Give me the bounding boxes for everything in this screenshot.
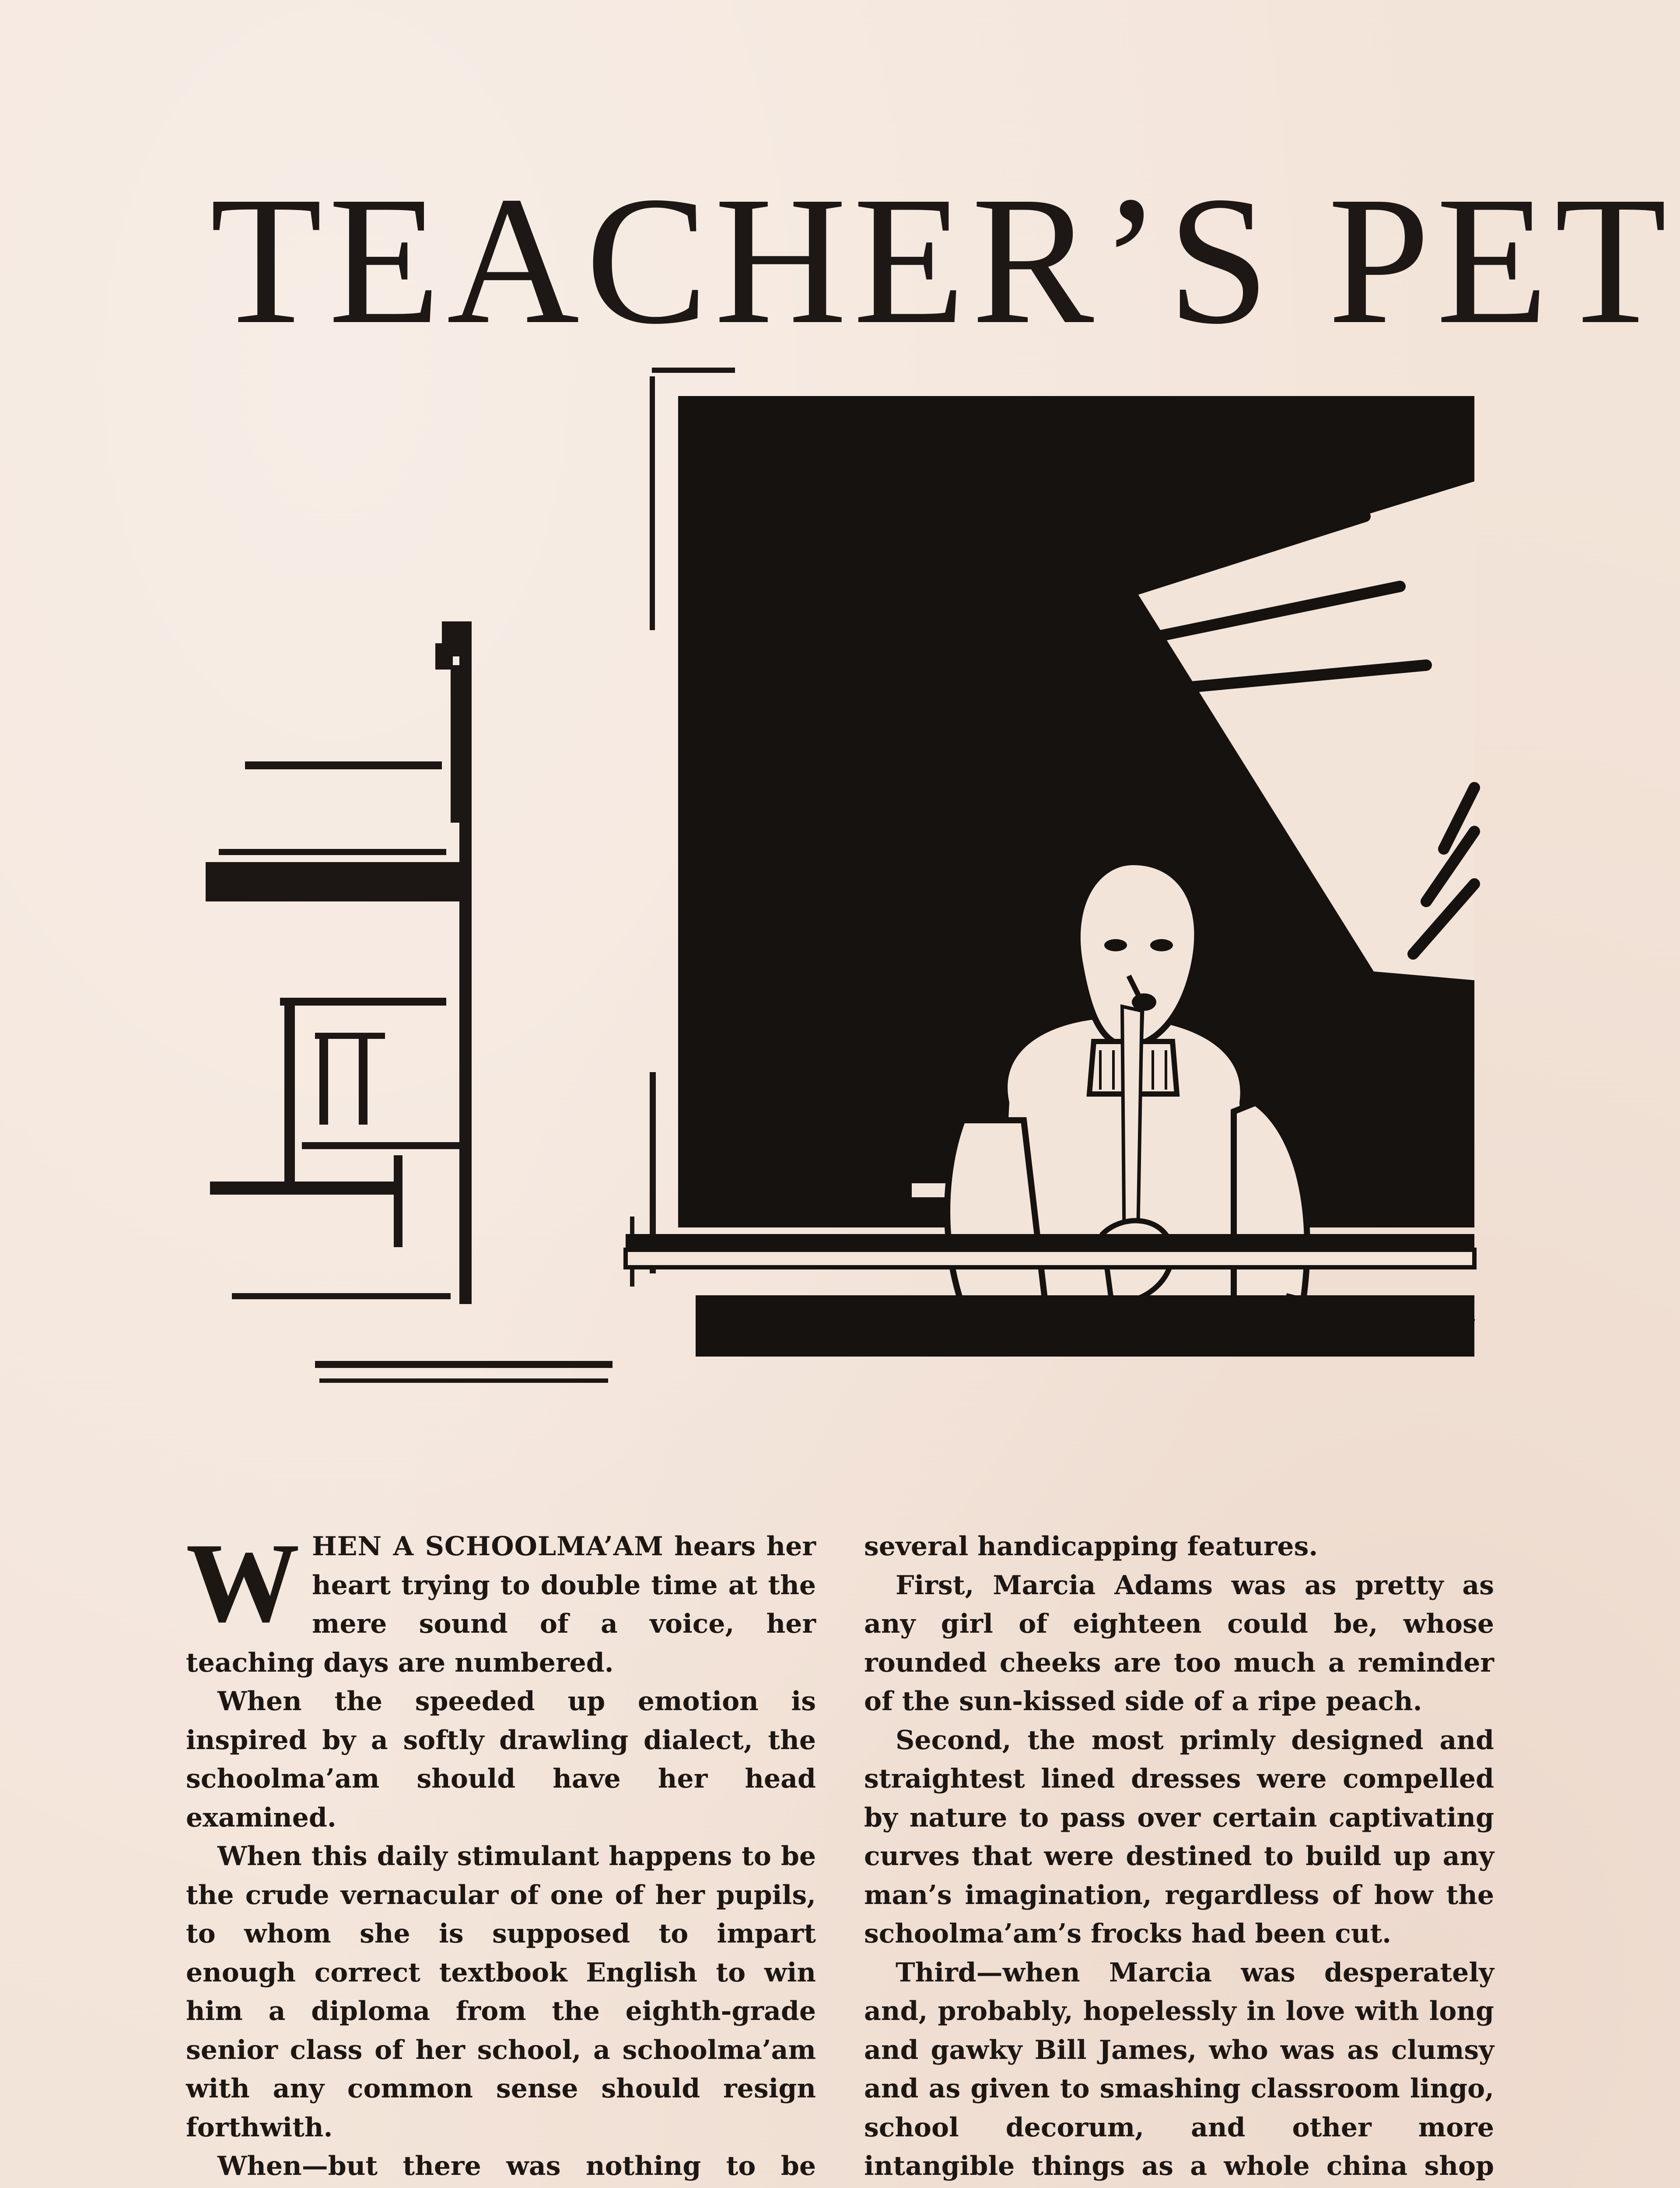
paragraph-text-start: When—but there was nothing to be bbox=[217, 2151, 816, 2181]
illustration-woman-at-desk bbox=[192, 359, 1488, 1505]
paragraph-text bbox=[186, 2147, 816, 2188]
column-left bbox=[186, 1520, 816, 2188]
paragraph-text: First, Marcia Adams was as pretty as any girl of eighteen could be, whose rounded cheeks are too much a reminder of the sun-kissed side of a ripe peach. bbox=[864, 1570, 1494, 1717]
paragraph-text: Second, the most primly designed and straightest lined dresses were compelled by nature to pass over certain captivating curves that were destined to build up any man’s imagination, regardless of how the schoolma’am’s frocks had been cut. bbox=[864, 1725, 1494, 1949]
column-right bbox=[864, 1527, 1494, 2188]
drop-cap: W bbox=[186, 1520, 300, 1646]
desk-top bbox=[626, 1234, 1474, 1250]
paragraph-text: When this daily stimulant happens to be the crude vernacular of one of her pupils, to whom she is supposed to impart enough correct textbook English to win him a diploma from the eighth-grade senior class of her school, a schoolma’am with any common sense should resign forthwith. bbox=[186, 1841, 816, 2143]
window-frame bbox=[206, 621, 634, 1383]
story-title: TEACHER’S PET bbox=[210, 158, 1673, 362]
paragraph-text: When the speeded up emotion is inspired by a softly drawling dialect, the schoolma’am should have her head examined. bbox=[186, 1686, 816, 1833]
paragraph-text: Third—when Marcia was desperately and, probably, hopelessly in love with long and gawky Bill James, who was as clumsy and as given to smashing classroom lingo, school decorum, and other more intangible things as a whole china shop bbox=[864, 1957, 1494, 2181]
lead-in-caps: HEN A SCHOOLMA’AM bbox=[312, 1531, 664, 1562]
paragraph-text: several handicapping features. bbox=[864, 1531, 1318, 1562]
paragraph-text: hears her heart trying to double time at the mere sound of a voice, her teaching days are numbered. bbox=[186, 1531, 816, 1678]
